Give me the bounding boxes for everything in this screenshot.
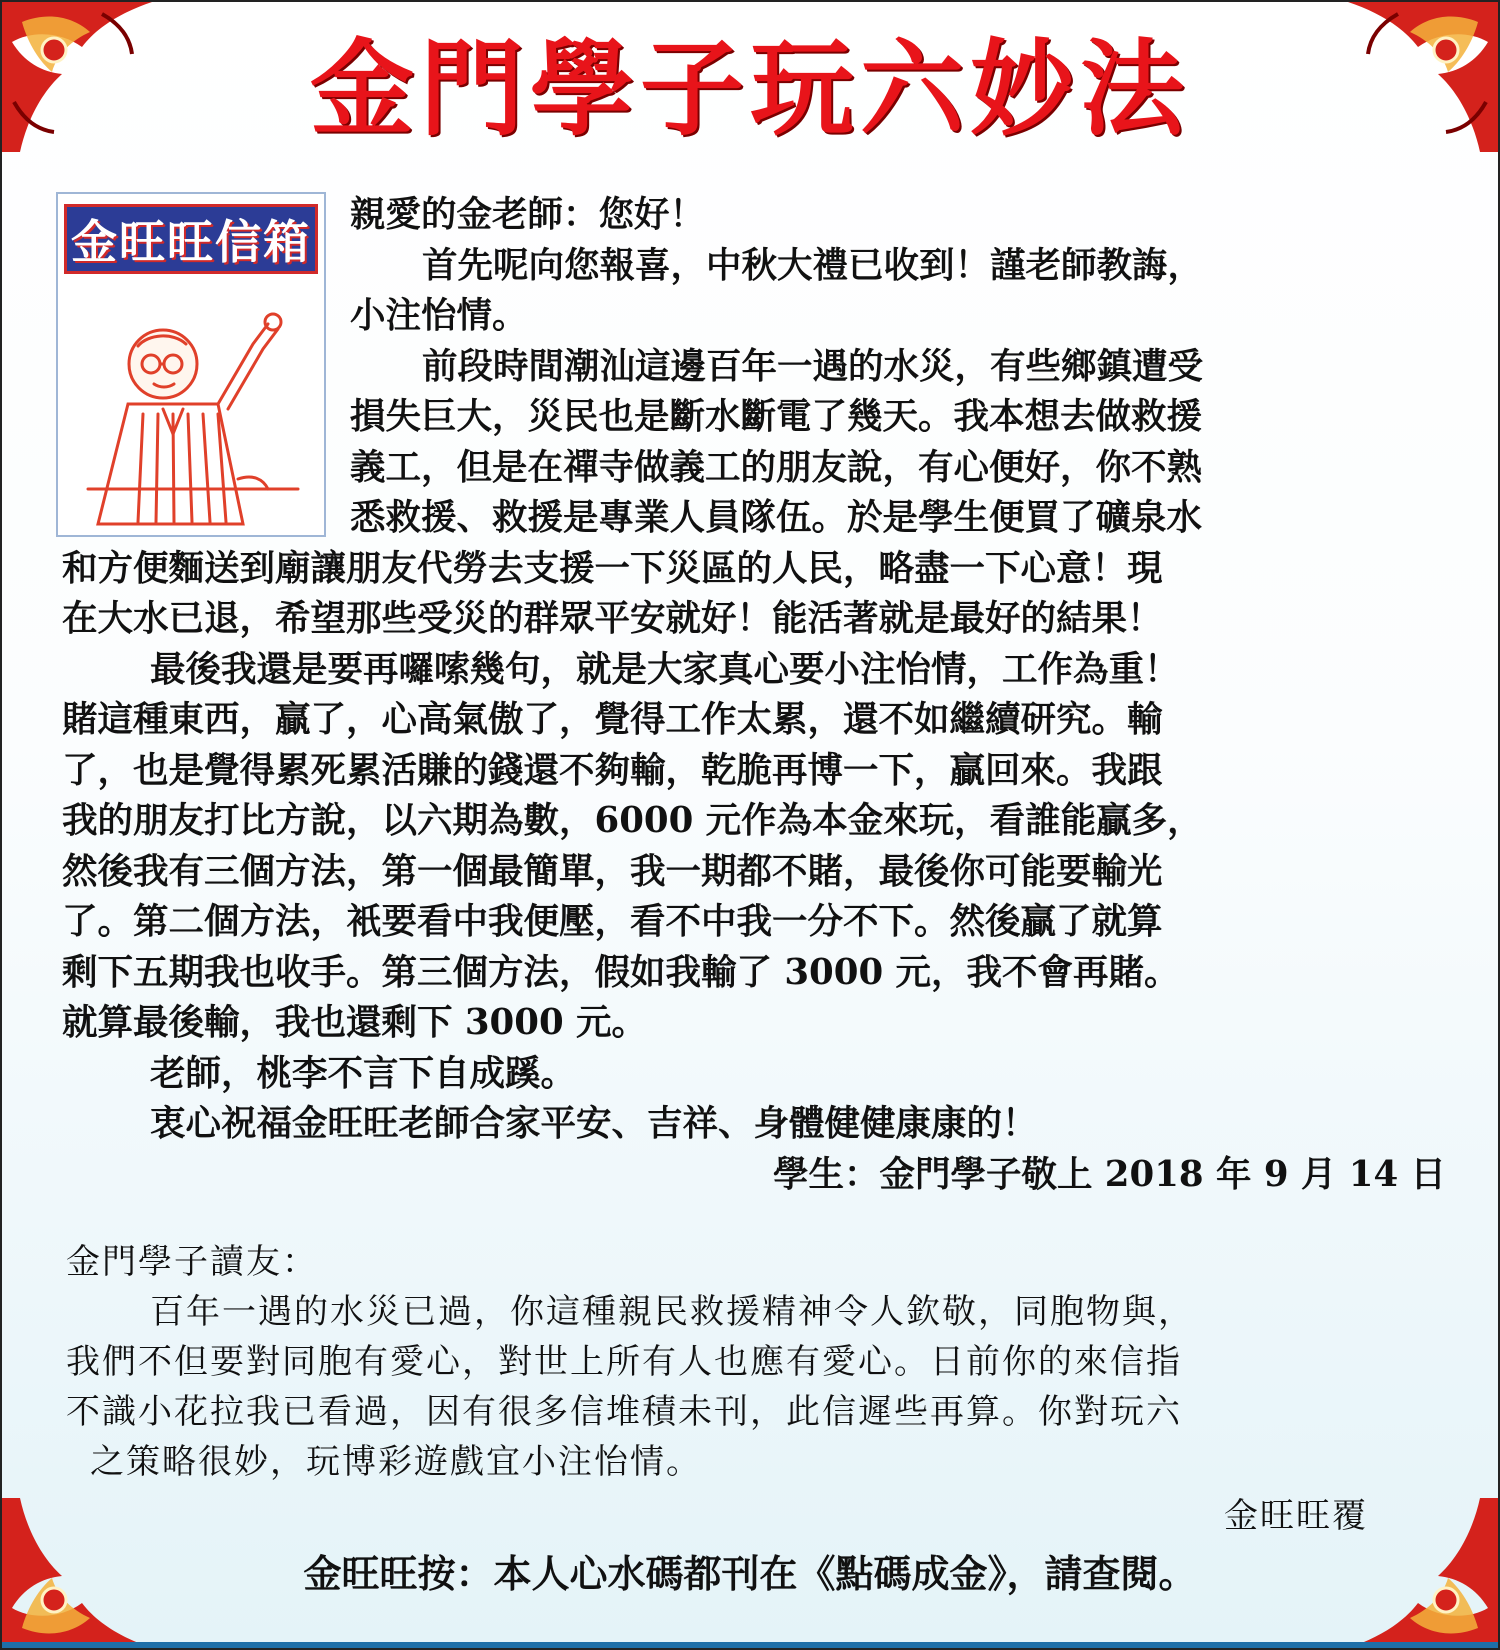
letter-line: 在大水已退，希望那些受災的群眾平安就好！能活著就是最好的結果！ (62, 598, 1163, 639)
letter-line: 了。第二個方法，衹要看中我便壓，看不中我一分不下。然後贏了就算 (62, 901, 1163, 942)
letter-salutation: 親愛的金老師：您好！ (350, 194, 706, 235)
letter-line: 最後我還是要再囉嗦幾句，就是大家真心要小注怡情，工作為重！ (150, 648, 1180, 690)
reply-salutation: 金門學子讀友： (66, 1242, 318, 1282)
letter-line: 衷心祝福金旺旺老師合家平安、吉祥、身體健健康康的！ (150, 1103, 1038, 1144)
bottom-divider (2, 1642, 1498, 1648)
reply-body (66, 1237, 1438, 1541)
reply-line: 不識小花拉我已看過，因有很多信堆積未刊，此信遲些再算。你對玩六 (66, 1392, 1182, 1432)
letter-line: 老師，桃李不言下自成蹊。 (150, 1052, 577, 1094)
letter-body (62, 190, 1446, 1200)
article-title: 金門學子玩六妙法 (309, 28, 1190, 150)
reply-line: 之策略很妙，玩博彩遊戲宜小注怡情。 (90, 1442, 702, 1482)
letter-line: 損失巨大，災民也是斷水斷電了幾天。我本想去做救援 (350, 396, 1203, 437)
letter-line: 然後我有三個方法，第一個最簡單，我一期都不賭，最後你可能要輸光 (62, 850, 1163, 892)
letter-line: 和方便麵送到廟讓朋友代勞去支援一下災區的人民，略盡一下心意！現 (62, 547, 1163, 589)
letter-line: 義工，但是在禪寺做義工的朋友說，有心便好，你不熟 (350, 446, 1203, 488)
reply-line: 我們不但要對同胞有愛心，對世上所有人也應有愛心。日前你的來信指 (66, 1342, 1182, 1382)
reply-line: 百年一遇的水災已過，你這種親民救援精神令人欽敬，同胞物與， (150, 1292, 1194, 1332)
letter-line: 了，也是覺得累死累活賺的錢還不夠輸，乾脆再博一下，贏回來。我跟 (62, 749, 1163, 791)
letter-line: 賭這種東西，贏了，心高氣傲了，覺得工作太累，還不如繼續研究。輸 (62, 699, 1163, 740)
letter-line: 剩下五期我也收手。第三個方法，假如我輸了 3000 元，我不會再賭。 (62, 951, 1180, 993)
mailbox-label: 金旺旺信箱 (71, 215, 311, 269)
footer-note: 金旺旺按：本人心水碼都刊在《點碼成金》，請查閱。 (303, 1552, 1197, 1596)
letter-line: 小注怡情。 (350, 295, 528, 336)
letter-line: 就算最後輸，我也還剩下 3000 元。 (62, 1002, 648, 1043)
letter-signature: 學生：金門學子敬上 2018 年 9 月 14 日 (772, 1153, 1446, 1195)
letter-line: 悉救援、救援是專業人員隊伍。於是學生便買了礦泉水 (350, 497, 1203, 538)
reply-signature: 金旺旺覆 (1224, 1496, 1368, 1536)
letter-line: 首先呢向您報喜，中秋大禮已收到！謹老師教誨， (422, 244, 1204, 286)
letter-line: 我的朋友打比方說，以六期為數，6000 元作為本金來玩，看誰能贏多， (62, 800, 1203, 841)
letter-line: 前段時間潮汕這邊百年一遇的水災，有些鄉鎮遭受 (422, 345, 1204, 387)
